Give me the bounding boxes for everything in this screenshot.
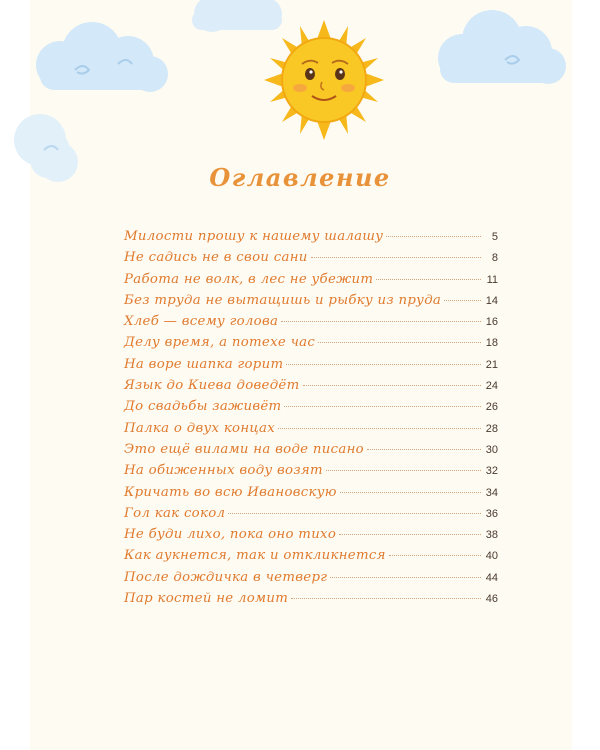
toc-entry[interactable]: [124, 524, 498, 545]
toc-entry[interactable]: [124, 226, 498, 247]
toc-entry[interactable]: [124, 503, 498, 524]
toc-page-number: 36: [485, 507, 498, 520]
toc-leader-dots: [281, 321, 481, 322]
toc-page-number: 26: [485, 401, 498, 414]
toc-leader-dots: [389, 555, 481, 556]
toc-entry-title: Пар костей не ломит: [124, 591, 289, 607]
toc-leader-dots: [286, 364, 481, 365]
toc-entry[interactable]: [124, 290, 498, 311]
toc-leader-dots: [303, 385, 481, 386]
toc-page-number: 14: [485, 294, 498, 307]
toc-leader-dots: [318, 342, 481, 343]
toc-page-number: 34: [485, 486, 498, 499]
toc-entry[interactable]: [124, 460, 498, 481]
toc-entry[interactable]: [124, 567, 498, 588]
toc-leader-dots: [367, 449, 481, 450]
toc-page-number: 28: [485, 422, 498, 435]
toc-entry-title: Хлеб — всему голова: [124, 314, 279, 330]
toc-entry-title: Палка о двух концах: [124, 420, 276, 436]
toc-leader-dots: [330, 577, 481, 578]
toc-entry-title: Без труда не вытащишь и рыбку из пруда: [124, 292, 442, 308]
toc-entry-title: Язык до Киева доведёт: [124, 378, 300, 394]
toc-page-number: 40: [485, 550, 498, 563]
toc-page-number: 16: [485, 316, 498, 329]
toc-page-number: 32: [485, 465, 498, 478]
toc-entry[interactable]: [124, 311, 498, 332]
page-title: Оглавление: [209, 163, 391, 192]
toc-entry[interactable]: [124, 396, 498, 417]
toc-entry-title: Не буди лихо, пока оно тихо: [124, 527, 337, 543]
toc-entry[interactable]: [124, 332, 498, 353]
toc-entry[interactable]: [124, 588, 498, 609]
toc-page-number: 30: [485, 443, 498, 456]
toc-entry-title: Как аукнется, так и откликнется: [124, 548, 386, 564]
toc-leader-dots: [291, 598, 481, 599]
toc-page-number: 38: [485, 529, 498, 542]
toc-leader-dots: [386, 236, 481, 237]
toc-page-number: 8: [491, 252, 498, 265]
toc-page-number: 5: [491, 231, 498, 243]
toc-leader-dots: [376, 279, 481, 280]
toc-entry-title: Работа не волк, в лес не убежит: [124, 271, 374, 287]
toc-page-number: 44: [485, 571, 498, 584]
toc-leader-dots: [284, 406, 481, 407]
toc-entry-title: Милости прошу к нашему шалашу: [124, 229, 384, 244]
toc-entry-title: Гол как сокол: [124, 505, 226, 521]
toc-page-number: 24: [485, 380, 498, 393]
toc-page-number: 46: [485, 593, 498, 606]
toc-entry[interactable]: [124, 545, 498, 566]
toc-entry[interactable]: [124, 439, 498, 460]
toc-leader-dots: [326, 470, 481, 471]
toc-entry[interactable]: [124, 375, 498, 396]
toc-leader-dots: [340, 492, 481, 493]
toc-entry[interactable]: [124, 418, 498, 439]
toc-entry-title: После дождичка в четверг: [124, 569, 328, 585]
toc-entry-title: На воре шапка горит: [124, 356, 284, 372]
table-of-contents: [124, 226, 498, 609]
toc-entry[interactable]: [124, 354, 498, 375]
toc-entry-title: На обиженных воду возят: [124, 463, 323, 479]
toc-page-number: 21: [485, 358, 498, 371]
toc-entry-title: Кричать во всю Ивановскую: [124, 484, 337, 500]
toc-page-number: 11: [486, 273, 498, 286]
toc-entry-title: Делу время, а потехе час: [124, 335, 316, 351]
toc-leader-dots: [444, 300, 481, 301]
toc-entry[interactable]: [124, 269, 498, 290]
toc-leader-dots: [278, 428, 481, 429]
toc-leader-dots: [339, 534, 481, 535]
toc-entry-title: До свадьбы заживёт: [124, 399, 282, 415]
toc-page-number: 18: [485, 337, 498, 350]
toc-entry-title: Не садись не в свои сани: [124, 250, 308, 266]
toc-leader-dots: [311, 257, 481, 258]
toc-leader-dots: [228, 513, 481, 514]
toc-entry[interactable]: [124, 247, 498, 268]
toc-entry[interactable]: [124, 482, 498, 503]
toc-entry-title: Это ещё вилами на воде писано: [124, 441, 364, 457]
